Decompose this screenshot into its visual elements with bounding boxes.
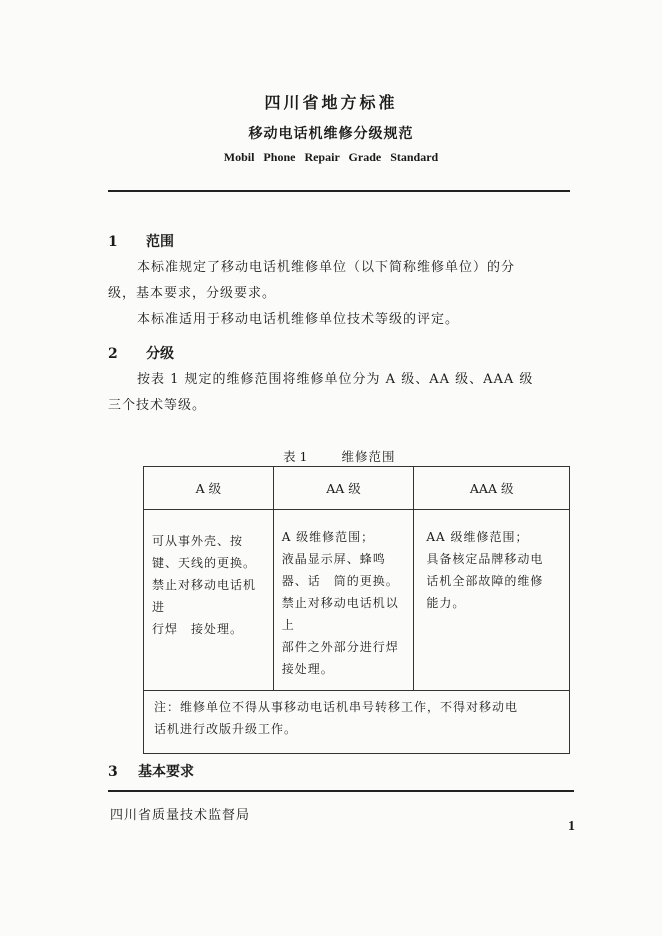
table-caption-title: 维修范围 [341, 449, 396, 464]
table-header-cell: A 级 [144, 467, 274, 510]
section-1-paragraph-line: 级，基本要求，分级要求。 [108, 286, 277, 301]
section-3-heading [108, 761, 194, 781]
table-cell-a [144, 510, 274, 691]
note-line: 注：维修单位不得从事移动电话机串号转移工作，不得对移动电 [154, 700, 519, 714]
header-rule [108, 190, 570, 192]
cell-line: 可从事外壳、按 [152, 534, 244, 548]
table-header-cell: AAA 级 [414, 467, 570, 510]
section-title: 范围 [146, 234, 174, 250]
footer-rule [108, 790, 574, 792]
document-title: 移动电话机维修分级规范 [248, 126, 414, 142]
table-note [144, 691, 570, 754]
cell-line: AA 级维修范围； [426, 530, 529, 544]
section-2-paragraph-line: 按表 1 规定的维修范围将维修单位分为 A 级、AA 级、AAA 级 [137, 372, 534, 387]
cell-line: 接处理。 [281, 662, 334, 676]
cell-line: 器、话 筒的更换。 [281, 574, 399, 588]
repair-scope-table [143, 466, 570, 754]
section-1-paragraph-line: 本标准适用于移动电话机维修单位技术等级的评定。 [137, 312, 460, 327]
document-title-english: Mobil Phone Repair Grade Standard [223, 150, 439, 164]
cell-line: 具备核定品牌移动电 [426, 552, 544, 566]
cell-line: 禁止对移动电话机进 [152, 578, 257, 614]
table-row [144, 510, 570, 691]
cell-line: 液晶显示屏、蜂鸣 [281, 552, 386, 566]
table-cell-aaa [414, 510, 570, 691]
table-caption [283, 447, 395, 465]
issuing-authority: 四川省质量技术监督局 [110, 808, 251, 823]
cell-line: 话机全部故障的维修 [426, 574, 544, 588]
cell-line: 键、天线的更换。 [152, 556, 257, 570]
section-1-paragraph-line: 本标准规定了移动电话机维修单位（以下简称维修单位）的分 [137, 260, 516, 275]
table-header-cell: AA 级 [273, 467, 414, 510]
section-number: 3 [108, 764, 118, 780]
cell-line: 禁止对移动电话机以上 [281, 596, 399, 632]
page-number: 1 [568, 819, 575, 834]
cell-line: 行焊 接处理。 [152, 622, 244, 636]
table-caption-label: 表 1 [283, 449, 308, 464]
cell-line: A 级维修范围； [281, 530, 375, 544]
section-number: 2 [108, 346, 118, 362]
cell-line: 能力。 [426, 596, 466, 610]
document-authority: 四川省地方标准 [264, 93, 398, 112]
table-cell-aa [273, 510, 414, 691]
section-2-paragraph-line: 三个技术等级。 [108, 398, 207, 413]
section-number: 1 [108, 234, 118, 250]
section-title: 分级 [146, 346, 174, 362]
section-1-heading [108, 231, 174, 251]
table-header-row [144, 467, 570, 510]
note-line: 话机进行改版升级工作。 [154, 722, 298, 736]
section-title: 基本要求 [138, 764, 194, 780]
section-2-heading [108, 343, 174, 363]
table-note-row [144, 691, 570, 754]
cell-line: 部件之外部分进行焊 [281, 640, 399, 654]
